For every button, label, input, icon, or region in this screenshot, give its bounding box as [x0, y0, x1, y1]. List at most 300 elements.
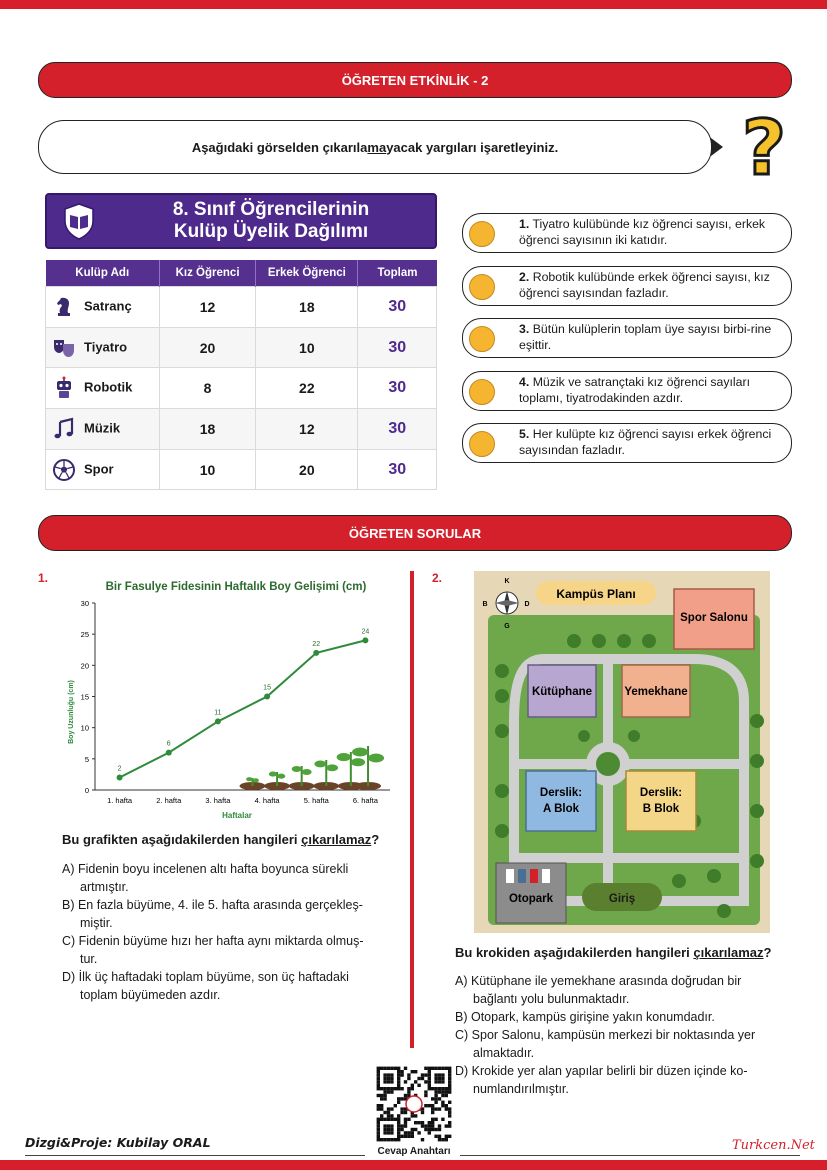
qr-module	[441, 1094, 444, 1097]
option-line: almaktadır.	[473, 1046, 535, 1060]
q2-text-part: Bu krokiden aşağıdakilerden hangileri	[455, 945, 694, 960]
campus-map	[474, 571, 770, 933]
option-line: A) Fidenin boyu incelenen altı hafta boyunca sürekli	[62, 862, 349, 876]
infographic-title	[45, 193, 437, 249]
qr-module	[421, 1111, 424, 1114]
club-name-cell	[46, 449, 160, 490]
title-line-1: 8. Sınıf Öğrencilerinin	[172, 199, 370, 220]
qr-module	[383, 1111, 386, 1114]
data-point	[215, 718, 221, 724]
qr-module	[397, 1073, 400, 1076]
qr-module	[383, 1124, 386, 1127]
statement-item[interactable]	[462, 318, 792, 358]
instruction-text	[192, 140, 558, 155]
y-tick-label: 10	[80, 723, 89, 733]
qr-module	[431, 1087, 434, 1090]
qr-module	[383, 1097, 386, 1100]
qr-module	[407, 1135, 410, 1138]
option-a[interactable]	[62, 860, 407, 896]
boys-cell: 18	[256, 287, 358, 328]
total-cell: 30	[358, 368, 437, 409]
question-1-text	[62, 832, 407, 847]
activity-title: ÖĞRETEN ETKİNLİK - 2	[341, 72, 489, 88]
qr-module	[431, 1067, 434, 1070]
option-b[interactable]	[62, 896, 407, 932]
qr-module	[383, 1067, 386, 1070]
qr-module	[397, 1080, 400, 1083]
qr-module	[438, 1124, 441, 1127]
qr-module	[383, 1087, 386, 1090]
qr-module	[411, 1131, 414, 1134]
qr-module	[441, 1101, 444, 1104]
qr-module	[428, 1077, 431, 1080]
qr-module	[397, 1124, 400, 1127]
statement-number: 5.	[519, 427, 530, 441]
qr-module	[377, 1121, 380, 1124]
statement-number: 1.	[519, 217, 530, 231]
map-title: Kampüs Planı	[556, 587, 636, 601]
qr-module	[397, 1097, 400, 1100]
option-line: artmıştır.	[80, 880, 129, 894]
qr-module	[414, 1121, 417, 1124]
qr-module	[387, 1128, 390, 1131]
qr-module	[448, 1114, 451, 1117]
qr-module	[380, 1067, 383, 1070]
qr-module	[383, 1073, 386, 1076]
compass-e: D	[524, 601, 530, 608]
qr-module	[404, 1124, 407, 1127]
checkbox-circle[interactable]	[469, 431, 495, 457]
qr-module	[394, 1087, 397, 1090]
checkbox-circle[interactable]	[469, 274, 495, 300]
qr-module	[441, 1080, 444, 1083]
qr-module	[438, 1087, 441, 1090]
qr-module	[441, 1087, 444, 1090]
compass-w: B	[482, 601, 488, 608]
qr-module	[411, 1135, 414, 1138]
qr-label: Cevap Anahtarı	[377, 1146, 451, 1157]
qr-module	[407, 1073, 410, 1076]
qr-module	[390, 1124, 393, 1127]
statement-text	[519, 322, 784, 353]
qr-module	[387, 1114, 390, 1117]
y-axis-label: Boy Uzunluğu (cm)	[68, 680, 75, 744]
qr-module	[377, 1077, 380, 1080]
qr-module	[445, 1135, 448, 1138]
compass-n: K	[504, 578, 510, 585]
qr-module	[428, 1121, 431, 1124]
club-name: Tiyatro	[84, 338, 128, 354]
option-line: bağlantı yolu bulunmaktadır.	[473, 992, 630, 1006]
qr-module	[383, 1128, 386, 1131]
club-name: Müzik	[84, 420, 121, 436]
club-name: Satranç	[84, 298, 132, 314]
qr-module	[428, 1131, 431, 1134]
statement-body: Tiyatro kulübünde kız öğrenci sayısı, erkek öğrenci sayısının iki katıdır.	[519, 217, 766, 247]
qr-module	[397, 1070, 400, 1073]
qr-module	[424, 1080, 427, 1083]
qr-module	[407, 1131, 410, 1134]
seedling-leaf	[302, 769, 312, 775]
qr-module	[438, 1128, 441, 1131]
x-tick-label: 1. hafta	[107, 796, 133, 805]
qr-module	[434, 1087, 437, 1090]
qr-module	[431, 1104, 434, 1107]
qr-module	[383, 1131, 386, 1134]
q1-underlined: çıkarılamaz	[301, 832, 372, 847]
qr-module	[380, 1104, 383, 1107]
qr-module	[400, 1124, 403, 1127]
option-line: B) En fazla büyüme, 4. ile 5. hafta arasında gerçekleş-	[62, 898, 363, 912]
qr-module	[445, 1067, 448, 1070]
question-1-number: 1.	[38, 571, 49, 585]
x-axis-label: Haftalar	[222, 811, 252, 820]
seedling-leaf	[277, 774, 285, 779]
qr-module	[407, 1118, 410, 1121]
x-tick-label: 3. hafta	[205, 796, 231, 805]
qr-module	[441, 1073, 444, 1076]
qr-module	[390, 1090, 393, 1093]
qr-module	[390, 1080, 393, 1083]
label-derslik-b-1: Derslik:	[639, 787, 683, 799]
option-line: numlandırılmıştır.	[473, 1082, 569, 1096]
qr-module	[394, 1104, 397, 1107]
option-line: tur.	[80, 952, 98, 966]
footer-rule	[25, 1155, 365, 1156]
qr-module	[380, 1114, 383, 1117]
col-header: Erkek Öğrenci	[256, 260, 358, 287]
q2-text-end: ?	[763, 945, 772, 960]
qr-module	[424, 1124, 427, 1127]
total-cell: 30	[358, 409, 437, 450]
statement-item[interactable]	[462, 371, 792, 411]
qr-module	[448, 1077, 451, 1080]
qr-module	[434, 1067, 437, 1070]
seedling-leaf	[326, 764, 338, 771]
checkbox-circle[interactable]	[469, 379, 495, 405]
qr-module	[400, 1087, 403, 1090]
qr-module	[390, 1138, 393, 1141]
qr-module	[424, 1067, 427, 1070]
activity-banner	[38, 62, 792, 98]
question-2-text	[455, 945, 800, 960]
qr-module	[387, 1107, 390, 1110]
qr-module	[417, 1131, 420, 1134]
chart-series	[117, 628, 370, 780]
qr-module	[414, 1128, 417, 1131]
option-c[interactable]	[455, 1026, 795, 1062]
qr-module	[421, 1138, 424, 1141]
statement-item[interactable]	[462, 213, 792, 253]
qr-module	[400, 1107, 403, 1110]
qr-module	[424, 1094, 427, 1097]
qr-module	[411, 1087, 414, 1090]
total-cell: 30	[358, 327, 437, 368]
option-c[interactable]	[62, 932, 407, 968]
qr-module	[390, 1131, 393, 1134]
club-name-cell	[46, 327, 160, 368]
seedling-leaf	[246, 777, 252, 781]
qr-module	[448, 1101, 451, 1104]
statement-body: Robotik kulübünde erkek öğrenci sayısı, kız öğrenci sayısından fazladır.	[519, 270, 770, 300]
seedling-illustration	[240, 746, 385, 790]
statement-text	[519, 217, 784, 248]
qr-module	[414, 1080, 417, 1083]
option-d[interactable]	[62, 968, 407, 1004]
x-tick-label: 6. hafta	[352, 796, 378, 805]
qr-module	[438, 1080, 441, 1083]
qr-module	[428, 1104, 431, 1107]
qr-module	[404, 1118, 407, 1121]
qr-module	[397, 1087, 400, 1090]
qr-module	[424, 1104, 427, 1107]
qr-module	[428, 1128, 431, 1131]
qr-module	[383, 1094, 386, 1097]
data-point	[117, 775, 123, 781]
qr-module	[383, 1080, 386, 1083]
chess-knight-icon	[52, 295, 76, 319]
qr-module	[397, 1131, 400, 1134]
top-red-bar	[0, 0, 827, 9]
qr-module	[390, 1073, 393, 1076]
qr-module	[404, 1135, 407, 1138]
qr-module	[428, 1067, 431, 1070]
qr-module	[431, 1128, 434, 1131]
qr-module	[380, 1138, 383, 1141]
qr-module	[377, 1135, 380, 1138]
qr-module	[400, 1070, 403, 1073]
girls-cell: 10	[159, 449, 255, 490]
qr-module	[448, 1084, 451, 1087]
qr-module	[400, 1073, 403, 1076]
club-name-cell	[46, 409, 160, 450]
qr-module	[400, 1128, 403, 1131]
q2-options	[455, 972, 795, 1098]
footer-rule	[460, 1155, 800, 1156]
qr-module	[383, 1118, 386, 1121]
qr-module	[377, 1087, 380, 1090]
qr-module	[404, 1080, 407, 1083]
qr-module	[448, 1070, 451, 1073]
option-b[interactable]	[455, 1008, 795, 1026]
qr-code[interactable]	[373, 1063, 455, 1145]
checkbox-circle[interactable]	[469, 221, 495, 247]
statement-text	[519, 427, 784, 458]
qr-module	[428, 1070, 431, 1073]
statement-body: Her kulüpte kız öğrenci sayısı erkek öğrenci sayısından fazladır.	[519, 427, 772, 457]
line-chart	[55, 572, 400, 824]
qr-module	[438, 1073, 441, 1076]
qr-module	[411, 1114, 414, 1117]
data-point	[166, 750, 172, 756]
seedling-leaf	[269, 772, 277, 777]
title-line-2: Kulüp Üyelik Dağılımı	[173, 221, 369, 242]
qr-module	[387, 1124, 390, 1127]
qr-module	[390, 1118, 393, 1121]
qr-module	[441, 1090, 444, 1093]
option-line: D) İlk üç haftadaki toplam büyüme, son üç haftadaki	[62, 970, 349, 984]
qr-module	[404, 1111, 407, 1114]
q2-underlined: çıkarılamaz	[693, 945, 764, 960]
qr-module	[438, 1067, 441, 1070]
girls-cell: 8	[159, 368, 255, 409]
qr-module	[441, 1077, 444, 1080]
qr-module	[377, 1138, 380, 1141]
boys-cell: 22	[256, 368, 358, 409]
x-tick-label: 5. hafta	[303, 796, 329, 805]
qr-module	[397, 1084, 400, 1087]
girls-cell: 12	[159, 287, 255, 328]
qr-module	[377, 1118, 380, 1121]
brand-logo: Turkcen.Net	[732, 1138, 815, 1153]
qr-module	[434, 1097, 437, 1100]
club-table	[45, 260, 437, 490]
qr-module	[390, 1107, 393, 1110]
seedling-leaf	[351, 758, 365, 766]
qr-module	[387, 1118, 390, 1121]
qr-module	[421, 1121, 424, 1124]
qr-module	[438, 1097, 441, 1100]
statement-number: 4.	[519, 375, 530, 389]
qr-module	[434, 1094, 437, 1097]
data-point	[264, 694, 270, 700]
qr-module	[421, 1073, 424, 1076]
girls-cell: 20	[159, 327, 255, 368]
x-tick-label: 2. hafta	[156, 796, 182, 805]
qr-module	[404, 1121, 407, 1124]
club-name-cell	[46, 368, 160, 409]
qr-module	[387, 1111, 390, 1114]
option-line: miştir.	[80, 916, 113, 930]
qr-module	[448, 1124, 451, 1127]
option-line: C) Fidenin büyüme hızı her hafta aynı miktarda olmuş-	[62, 934, 364, 948]
qr-module	[448, 1087, 451, 1090]
club-name: Spor	[84, 461, 114, 477]
qr-module	[397, 1138, 400, 1141]
qr-module	[397, 1128, 400, 1131]
statement-text	[519, 270, 784, 301]
qr-module	[377, 1067, 380, 1070]
statement-body: Müzik ve satrançtaki kız öğrenci sayıları toplamı, tiyatrodakinden azdır.	[519, 375, 751, 405]
qr-module	[394, 1067, 397, 1070]
qr-module	[428, 1073, 431, 1076]
option-line: C) Spor Salonu, kampüsün merkezi bir noktasında yer	[455, 1028, 756, 1042]
derslik-b-building	[626, 771, 696, 831]
qr-module	[448, 1107, 451, 1110]
qr-module	[445, 1104, 448, 1107]
q1-text-end: ?	[371, 832, 380, 847]
statement-number: 2.	[519, 270, 530, 284]
qr-module	[445, 1124, 448, 1127]
y-tick-label: 25	[80, 630, 89, 640]
qr-module	[431, 1124, 434, 1127]
statement-item[interactable]	[462, 266, 792, 306]
qr-module	[387, 1073, 390, 1076]
qr-module	[438, 1135, 441, 1138]
qr-module	[445, 1107, 448, 1110]
qr-module	[377, 1073, 380, 1076]
qr-module	[428, 1087, 431, 1090]
qr-module	[448, 1067, 451, 1070]
qr-module	[407, 1090, 410, 1093]
data-point	[362, 637, 368, 643]
data-label: 2	[117, 765, 122, 773]
table-row	[46, 327, 437, 368]
music-note-icon	[52, 417, 76, 441]
qr-module	[438, 1077, 441, 1080]
column-divider	[410, 571, 414, 1048]
label-kutuphane: Kütüphane	[531, 686, 593, 698]
qr-module	[377, 1107, 380, 1110]
qr-module	[441, 1118, 444, 1121]
checkbox-circle[interactable]	[469, 326, 495, 352]
qr-module	[411, 1070, 414, 1073]
bottom-red-bar	[0, 1160, 827, 1170]
qr-module	[383, 1077, 386, 1080]
col-header: Toplam	[358, 260, 437, 287]
qr-module	[383, 1138, 386, 1141]
label-spor-salonu: Spor Salonu	[680, 612, 748, 624]
q1-options	[62, 860, 407, 1004]
option-line: B) Otopark, kampüs girişine yakın konumdadır.	[455, 1010, 715, 1024]
qr-module	[434, 1118, 437, 1121]
y-tick-label: 15	[80, 692, 89, 702]
qr-module	[404, 1094, 407, 1097]
option-d[interactable]	[455, 1062, 795, 1098]
qr-module	[421, 1077, 424, 1080]
qr-module	[431, 1121, 434, 1124]
instruction-part-2: yacak yargıları işaretleyiniz.	[386, 139, 559, 155]
qr-module	[407, 1077, 410, 1080]
qr-module	[428, 1080, 431, 1083]
q1-text-part: Bu grafikten aşağıdakilerden hangileri	[62, 832, 302, 847]
option-a[interactable]	[455, 972, 795, 1008]
qr-module	[414, 1070, 417, 1073]
statement-number: 3.	[519, 322, 530, 336]
book-shield-icon	[59, 201, 99, 241]
qr-module	[380, 1094, 383, 1097]
qr-module	[394, 1118, 397, 1121]
qr-module	[380, 1087, 383, 1090]
qr-module	[377, 1084, 380, 1087]
data-label: 11	[214, 709, 222, 717]
qr-module	[445, 1090, 448, 1093]
qr-module	[387, 1090, 390, 1093]
qr-module	[404, 1067, 407, 1070]
club-name-cell	[46, 287, 160, 328]
total-cell: 30	[358, 449, 437, 490]
qr-module	[390, 1087, 393, 1090]
qr-module	[377, 1080, 380, 1083]
qr-module	[407, 1087, 410, 1090]
option-line: A) Kütüphane ile yemekhane arasında doğrudan bir	[455, 974, 742, 988]
seedling-leaf	[337, 753, 351, 761]
qr-module	[397, 1101, 400, 1104]
qr-module	[438, 1138, 441, 1141]
qr-module	[387, 1138, 390, 1141]
qr-module	[448, 1135, 451, 1138]
qr-module	[448, 1121, 451, 1124]
qr-module	[387, 1087, 390, 1090]
y-tick-label: 20	[80, 661, 89, 671]
statement-item[interactable]	[462, 423, 792, 463]
qr-module	[434, 1090, 437, 1093]
qr-module	[434, 1073, 437, 1076]
qr-module	[383, 1090, 386, 1093]
qr-module	[380, 1107, 383, 1110]
qr-module	[397, 1121, 400, 1124]
qr-module	[431, 1107, 434, 1110]
